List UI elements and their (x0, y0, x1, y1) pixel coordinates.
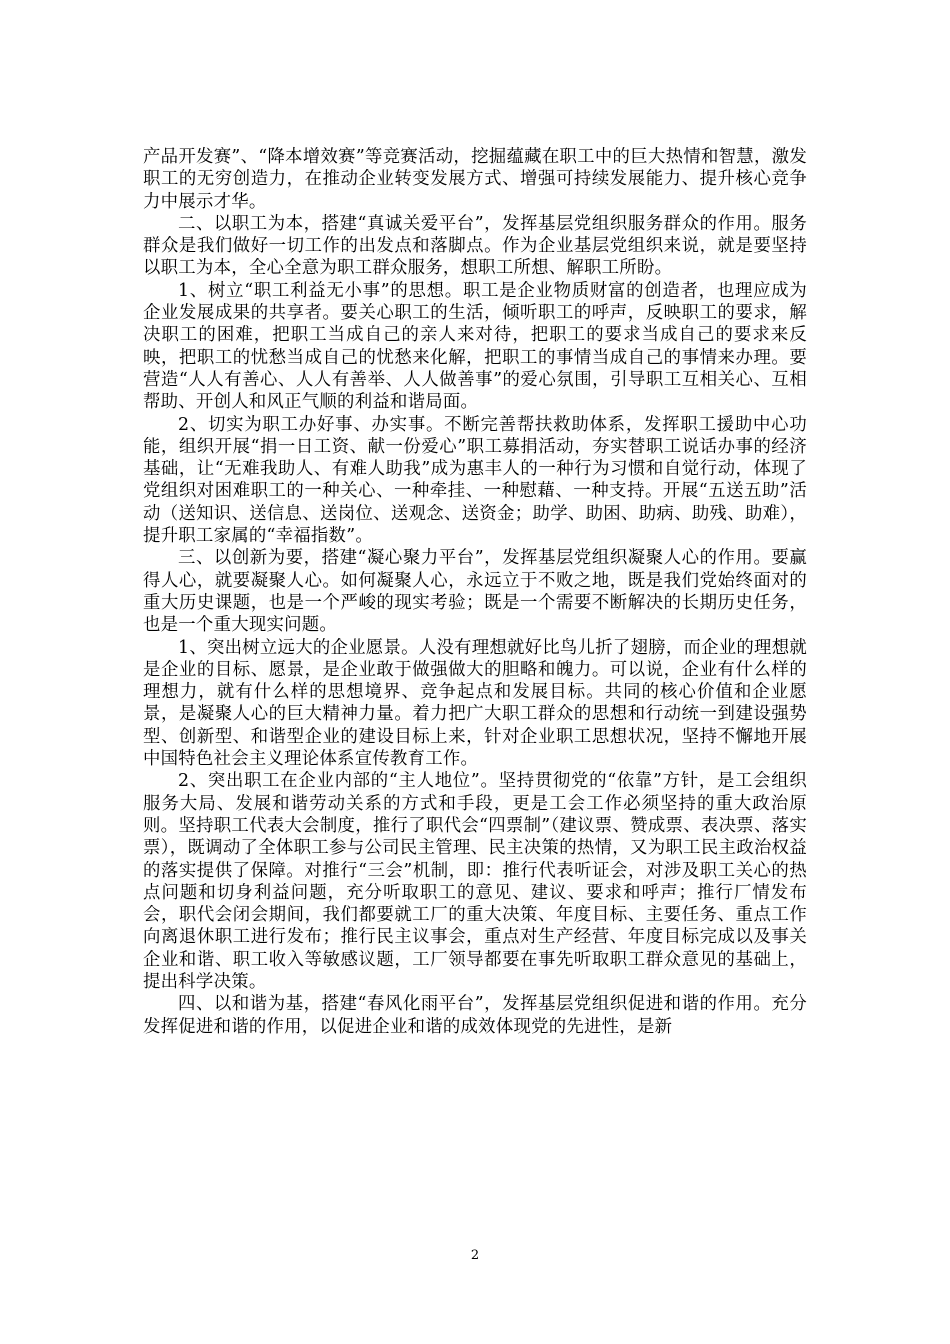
paragraph-2-2: 2、切实为职工办好事、办实事。不断完善帮扶救助体系，发挥职工援助中心功能，组织开展“捐一日工资、献一份爱心”职工募捐活动，夯实替职工说话办事的经济基础，让“无难我助人、有难人助我”成为惠丰人的一种行为习惯和自觉行动，体现了党组织对困难职工的一种关心、一种牵挂、一种慰藉、一种支持。开展“五送五助”活动（送知识、送信息、送岗位、送观念、送资金；助学、助困、助病、助残、助难），提升职工家属的“幸福指数”。 (143, 414, 807, 547)
page-number: 2 (470, 1248, 480, 1263)
section-heading-paragraph-2: 二、以职工为本，搭建“真诚关爱平台”，发挥基层党组织服务群众的作用。服务群众是我们做好一切工作的出发点和落脚点。作为企业基层党组织来说，就是要坚持以职工为本，全心全意为职工群众服务，想职工所想、解职工所盼。 (143, 213, 807, 279)
section-heading-paragraph-3: 三、以创新为要，搭建“凝心聚力平台”，发挥基层党组织凝聚人心的作用。要赢得人心，就要凝聚人心。如何凝聚人心，永远立于不败之地，既是我们党始终面对的重大历史课题，也是一个严峻的现实考验；既是一个需要不断解决的长期历史任务，也是一个重大现实问题。 (143, 548, 807, 636)
paragraph-3-1: 1、突出树立远大的企业愿景。人没有理想就好比鸟儿折了翅膀，而企业的理想就是企业的目标、愿景，是企业敢于做强做大的胆略和魄力。可以说，企业有什么样的理想力，就有什么样的思想境界、竞争起点和发展目标。共同的核心价值和企业愿景，是凝聚人心的巨大精神力量。着力把广大职工群众的思想和行动统一到建设强势型、创新型、和谐型企业的建设目标上来，针对企业职工思想状况，坚持不懈地开展中国特色社会主义理论体系宣传教育工作。 (143, 637, 807, 770)
paragraph-3-2: 2、突出职工在企业内部的“主人地位”。坚持贯彻党的“依靠”方针，是工会组织服务大局、发展和谐劳动关系的方式和手段，更是工会工作必须坚持的重大政治原则。坚持职工代表大会制度，推行了职代会“四票制”（建议票、赞成票、表决票、落实票），既调动了全体职工参与公司民主管理、民主决策的热情，又为职工民主政治权益的落实提供了保障。对推行“三会”机制，即：推行代表听证会，对涉及职工关心的热点问题和切身利益问题，充分听取职工的意见、建议、要求和呼声；推行厂情发布会，职代会闭会期间，我们都要就工厂的重大决策、年度目标、主要任务、重点工作向离退休职工进行发布；推行民主议事会，重点对生产经营、年度目标完成以及事关企业和谐、职工收入等敏感议题，工厂领导都要在事先听取职工群众意见的基础上，提出科学决策。 (143, 771, 807, 992)
section-heading-paragraph-4: 四、以和谐为基，搭建“春风化雨平台”，发挥基层党组织促进和谐的作用。充分发挥促进和谐的作用，以促进企业和谐的成效体现党的先进性，是新 (143, 994, 807, 1037)
paragraph-2-1: 1、树立“职工利益无小事”的思想。职工是企业物质财富的创造者，也理应成为企业发展成果的共享者。要关心职工的生活，倾听职工的呼声，反映职工的要求，解决职工的困难，把职工当成自己的亲人来对待，把职工的要求当成自己的要求来反映，把职工的忧愁当成自己的忧愁来化解，把职工的事情当成自己的事情来办理。要营造“人人有善心、人人有善举、人人做善事”的爱心氛围，引导职工互相关心、互相帮助、开创人和风正气顺的利益和谐局面。 (143, 280, 807, 413)
document-body (143, 146, 807, 1038)
paragraph-continued: 产品开发赛”、“降本增效赛”等竞赛活动，挖掘蕴藏在职工中的巨大热情和智慧，激发职工的无穷创造力，在推动企业转变发展方式、增强可持续发展能力、提升核心竞争力中展示才华。 (143, 147, 807, 212)
